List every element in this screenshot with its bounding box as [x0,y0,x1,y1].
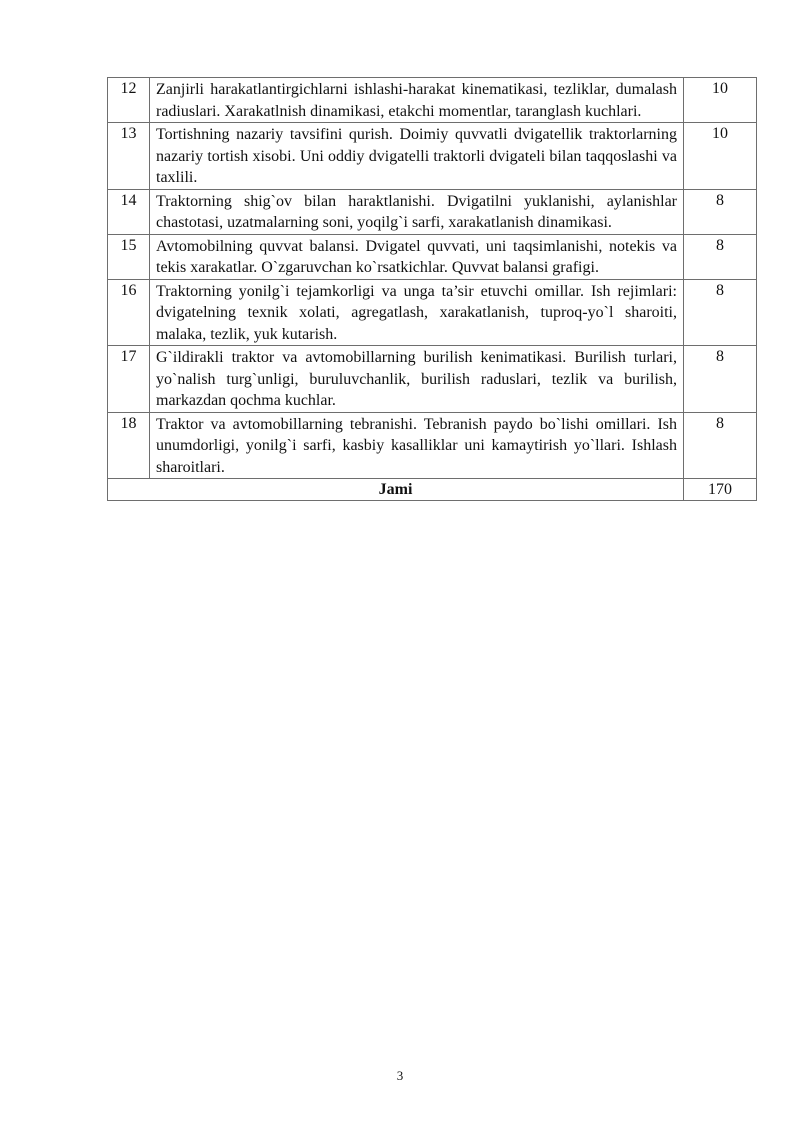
row-topic: Traktorning yonilg`i tejamkorligi va unga ta’sir etuvchi omillar. Ish rejimlari: dvigatelning texnik xolati, agregatlash, xarakatlanish, tuproq-yo`l sharoiti, malaka, tezlik, yuk kutarish. [150,279,684,346]
table-row [108,234,757,279]
table-row [108,78,757,123]
row-topic: Zanjirli harakatlantirgichlarni ishlashi-harakat kinematikasi, tezliklar, dumalash radiuslari. Xarakatlnish dinamikasi, etakchi momentlar, taranglash kuchlari. [150,78,684,123]
table-row [108,189,757,234]
table-row [108,346,757,413]
row-hours: 8 [684,346,757,413]
row-number: 17 [108,346,150,413]
curriculum-table [107,77,757,501]
row-hours: 8 [684,189,757,234]
row-number: 12 [108,78,150,123]
table-row [108,412,757,479]
row-number: 13 [108,123,150,190]
row-topic: Traktor va avtomobillarning tebranishi. Tebranish paydo bo`lishi omillari. Ish unumdorligi, yonilg`i sarfi, kasbiy kasalliklar uni kamaytirish yo`llari. Ishlash sharoitlari. [150,412,684,479]
row-topic: G`ildirakli traktor va avtomobillarning burilish kenimatikasi. Burilish turlari, yo`nalish turg`unligi, buruluvchanlik, burilish raduslari, tezlik va burilish, markazdan qochma kuchlar. [150,346,684,413]
row-topic: Avtomobilning quvvat balansi. Dvigatel quvvati, uni taqsimlanishi, notekis va tekis xarakatlar. O`zgaruvchan ko`rsatkichlar. Quvvat balansi grafigi. [150,234,684,279]
row-topic: Traktorning shig`ov bilan haraktlanishi. Dvigatilni yuklanishi, aylanishlar chastotasi, uzatmalarning soni, yoqilg`i sarfi, xarakatlanish dinamikasi. [150,189,684,234]
table-row [108,123,757,190]
row-number: 16 [108,279,150,346]
total-hours: 170 [684,479,757,501]
total-label: Jami [108,479,684,501]
row-number: 14 [108,189,150,234]
row-hours: 8 [684,279,757,346]
row-hours: 8 [684,412,757,479]
page-number: 3 [396,1068,404,1083]
total-row [108,479,757,501]
table-row [108,279,757,346]
row-topic: Tortishning nazariy tavsifini qurish. Doimiy quvvatli dvigatellik traktorlarning nazariy tortish xisobi. Uni oddiy dvigatelli traktorli dvigateli bilan taqqoslashi va taxlili. [150,123,684,190]
row-number: 18 [108,412,150,479]
row-number: 15 [108,234,150,279]
row-hours: 10 [684,123,757,190]
curriculum-table-body [108,78,757,501]
row-hours: 8 [684,234,757,279]
row-hours: 10 [684,78,757,123]
